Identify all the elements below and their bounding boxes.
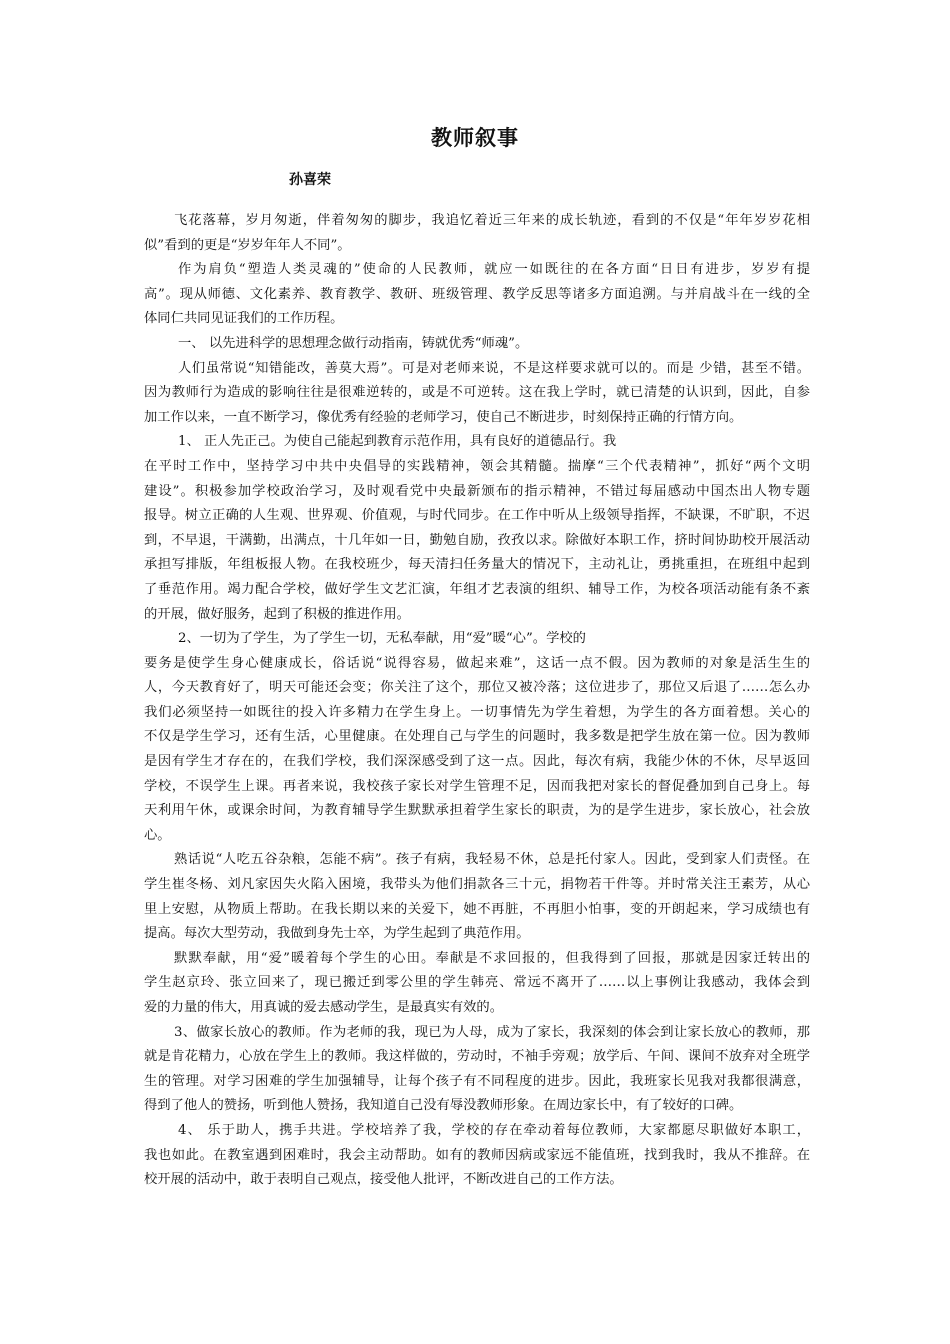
text-line: 默默奉献，用“爱”暖着每个学生的心田。奉献是不求回报的，但我得到了回报，那就是因家迁转出的 (174, 950, 810, 966)
text-line: 承担写排版，年组板报人物。在我校班少，每天清扫任务量大的情况下，主动礼让，勇挑重担，在班组中起到 (144, 557, 810, 573)
text-line: 2、一切为了学生，为了学生一切，无私奉献，用“爱”暖“心”。学校的 (178, 631, 586, 647)
paragraph (144, 1021, 810, 1119)
text-line: 是因有学生才存在的，在我们学校，我们深深感受到了这一点。因此，每次有病，我能少休的不休，尽早返回 (144, 754, 810, 770)
paragraph (144, 209, 810, 258)
text-line: 就是肯花精力，心放在学生上的教师。我这样做的，劳动时，不袖手旁观；放学后、午间、课间不放弃对全班学 (144, 1049, 810, 1065)
paragraph (144, 357, 810, 431)
text-line: 3、做家长放心的教师。作为老师的我，现已为人母，成为了家长，我深刻的体会到让家长放心的教师，那 (174, 1024, 810, 1040)
text-line: 我也如此。在教室遇到困难时，我会主动帮助。如有的教师因病或家远不能值班，找到我时，我从不推辞。在 (144, 1147, 810, 1163)
text-line: 熟话说“人吃五谷杂粮，怎能不病”。孩子有病，我轻易不休，总是托付家人。因此，受到家人们责怪。在 (174, 852, 810, 868)
text-line: 爱的力量的伟大，用真诚的爱去感动学生，是最真实有效的。 (144, 1000, 504, 1015)
text-line: 飞花落幕，岁月匆逝，伴着匆匆的脚步，我追忆着近三年来的成长轨迹，看到的不仅是“年年岁岁花相 (174, 213, 810, 228)
text-line: 了垂范作用。竭力配合学校，做好学生文艺汇演，年组才艺表演的组织、辅导工作，为校各项活动能有条不紊 (144, 581, 810, 597)
text-line: 人们虽常说“知错能改，善莫大焉”。可是对老师来说，不是这样要求就可以的。而是 少错，甚至不错。 (178, 360, 810, 376)
text-line: 人，今天教育好了，明天可能还会变；你关注了这个，那位又被冷落；这位进步了，那位又后退了……怎么办 (144, 680, 810, 696)
text-line: 我们必须坚持一如既往的投入许多精力在学生身上。一切事情先为学生着想，为学生的各方面着想。关心的 (144, 704, 810, 720)
text-line: 到，不早退，干满勤，出满点，十几年如一日，勤勉自励，孜孜以求。除做好本职工作，挤时间协助校开展活动 (144, 532, 810, 548)
document-author: 孙喜荣 (289, 172, 331, 188)
text-line: 因为教师行为造成的影响往往是很难逆转的，或是不可逆转。这在我上学时，就已清楚的认识到，因此，自参 (144, 385, 810, 401)
section-heading (144, 332, 810, 357)
text-line: 一、 以先进科学的思想理念做行动指南，铸就优秀“师魂”。 (178, 335, 529, 351)
text-line: 建设”。积极参加学校政治学习，及时观看党中央最新颁布的指示精神，不错过每届感动中国杰出人物专题 (144, 483, 810, 499)
document-title: 教师叙事 (431, 126, 519, 150)
document-body (144, 209, 810, 1193)
text-line: 的开展，做好服务，起到了积极的推进作用。 (144, 606, 410, 622)
text-line: 提高。每次大型劳动，我做到身先士卒，为学生起到了典范作用。 (144, 926, 530, 942)
text-line: 不仅是学生学习，还有生活，心里健康。在处理自己与学生的问题时，我多数是把学生放在第一位。因为教师 (144, 729, 810, 745)
text-line: 要务是使学生身心健康成长，俗话说“说得容易，做起来难”，这话一点不假。因为教师的对象是活生生的 (144, 655, 810, 671)
text-line: 报导。树立正确的人生观、世界观、价值观，与时代同步。在工作中听从上级领导指挥，不缺课，不旷职，不迟 (144, 508, 810, 524)
text-line: 里上安慰，从物质上帮助。在我长期以来的关爱下，她不再脏，不再胆小怕事，变的开朗起来，学习成绩也有 (144, 901, 810, 917)
text-line: 学校，不误学生上课。再者来说，我校孩子家长对学生管理不足，因而我把对家长的督促叠加到自己身上。每 (144, 778, 810, 794)
text-line: 学生崔冬杨、刘凡家因失火陷入困境，我带头为他们捐款各三十元，捐物若干件等。并时常关注王素芳，从心 (144, 877, 810, 893)
paragraph (144, 947, 810, 1021)
text-line: 高”。现从师德、文化素养、教育教学、教研、班级管理、教学反思等诸多方面追溯。与并肩战斗在一线的全 (144, 286, 810, 302)
text-line: 1、 正人先正己。为使自己能起到教育示范作用，具有良好的道德品行。我 (178, 434, 617, 450)
text-line: 加工作以来，一直不断学习，像优秀有经验的老师学习，使自己不断进步，时刻保持正确的行情方向。 (144, 409, 743, 425)
text-line: 4、 乐于助人，携手共进。学校培养了我，学校的存在牵动着每位教师，大家都愿尽职做好本职工， (178, 1122, 810, 1138)
text-line: 心。 (144, 827, 171, 843)
text-line: 在平时工作中，坚持学习中共中央倡导的实践精神，领会其精髓。揣摩“三个代表精神”，抓好“两个文明 (144, 458, 810, 474)
paragraph (144, 430, 810, 627)
text-line: 学生赵京玲、张立回来了，现已搬迁到零公里的学生韩亮、常远不离开了……以上事例让我感动，我体会到 (144, 975, 810, 991)
text-line: 作为肩负“塑造人类灵魂的”使命的人民教师，就应一如既往的在各方面“日日有进步，岁岁有提 (178, 262, 810, 278)
paragraph (144, 627, 810, 848)
text-line: 体同仁共同见证我们的工作历程。 (144, 311, 344, 327)
text-line: 似”看到的更是“岁岁年年人不同”。 (144, 237, 351, 253)
paragraph (144, 1119, 810, 1193)
text-line: 生的管理。对学习困难的学生加强辅导，让每个孩子有不同程度的进步。因此，我班家长见我对我都很满意， (144, 1073, 810, 1089)
text-line: 得到了他人的赞扬，听到他人赞扬，我知道自己没有辱没教师形象。在周边家长中，有了较好的口碑。 (144, 1098, 743, 1114)
paragraph (144, 258, 810, 332)
text-line: 天利用午休，或课余时间，为教育辅导学生默默承担着学生家长的职责，为的是学生进步，家长放心，社会放 (144, 803, 810, 819)
text-line: 校开展的活动中，敢于表明自己观点，接受他人批评，不断改进自己的工作方法。 (144, 1172, 623, 1188)
paragraph (144, 848, 810, 946)
